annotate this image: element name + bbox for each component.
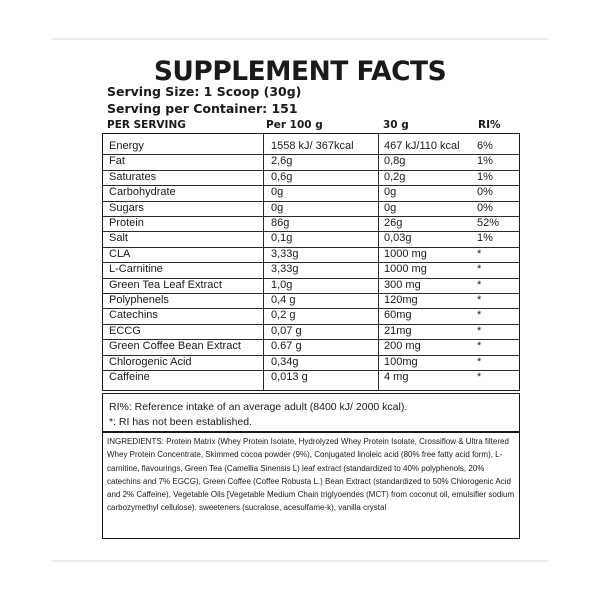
nutrient-name: Sugars <box>109 201 144 214</box>
value-per-30g: 0,03g <box>384 232 412 245</box>
header-ri: RI% <box>478 119 501 131</box>
value-per-30g: 100mg <box>384 355 418 368</box>
table-row <box>103 370 519 385</box>
nutrient-name: CLA <box>109 247 131 260</box>
table-row <box>103 201 519 216</box>
value-per-30g: 120mg <box>384 294 418 306</box>
value-per-100g: 0g <box>271 186 284 199</box>
table-row <box>103 262 519 277</box>
value-per-100g: 0,6g <box>271 170 293 183</box>
value-per-100g: 0,2 g <box>271 309 296 322</box>
ri-reference-note: RI%: Reference intake of an average adult (8400 kJ/ 2000 kcal). <box>109 401 408 413</box>
nutrient-name: Salt <box>109 232 128 245</box>
nutrient-name: L-Carnitine <box>109 263 163 276</box>
value-per-100g: 0,34g <box>271 355 299 368</box>
nutrition-table <box>102 133 520 391</box>
value-per-30g: 26g <box>384 217 403 229</box>
value-ri: * <box>477 309 482 322</box>
value-per-30g: 21mg <box>384 324 412 337</box>
value-ri: * <box>477 340 482 353</box>
nutrient-name: ECCG <box>109 324 141 337</box>
value-per-100g: 1,0g <box>271 278 293 291</box>
value-ri: * <box>477 278 482 291</box>
table-row <box>103 324 519 339</box>
nutrient-name: Catechins <box>109 309 158 322</box>
value-per-30g: 4 mg <box>384 371 409 383</box>
value-per-100g: 0g <box>271 201 284 214</box>
value-per-30g: 1000 mg <box>384 247 427 260</box>
table-row <box>103 185 519 200</box>
value-per-30g: 1000 mg <box>384 263 427 276</box>
value-per-30g: 0g <box>384 186 397 199</box>
top-divider <box>52 38 548 40</box>
value-ri: * <box>477 355 482 368</box>
table-row <box>103 339 519 354</box>
value-per-30g: 60mg <box>384 309 412 322</box>
value-per-100g: 0,4 g <box>271 294 296 306</box>
serving-size: Serving Size: 1 Scoop (30g) <box>107 84 302 99</box>
table-row <box>103 216 519 231</box>
value-per-30g: 467 kJ/110 kcal <box>384 140 460 152</box>
page-title: SUPPLEMENT FACTS <box>153 56 447 87</box>
ingredients-box <box>102 431 520 539</box>
nutrient-name: Caffeine <box>109 371 150 383</box>
nutrient-name: Green Tea Leaf Extract <box>109 278 222 291</box>
value-per-100g: 0,1g <box>271 232 293 245</box>
value-per-100g: 3,33g <box>271 263 299 276</box>
nutrient-name: Saturates <box>109 170 157 183</box>
bottom-divider <box>52 560 548 562</box>
nutrient-name: Fat <box>109 155 125 168</box>
nutrient-name: Energy <box>109 140 144 152</box>
nutrient-name: Chlorogenic Acid <box>109 355 192 368</box>
ingredients-text: INGREDIENTS: Protein Matrix (Whey Protein Isolate, Hydrolyzed Whey Protein Isolate, Crossiflow & Ultra filtered Whey Protein Concentrate, Skimmed cocoa powder (9%), Conjugated linoleic acid (80% free fatty acid form), L-carnitine, flavourings, Green Tea (Camellia Sinensis L) leaf extract (standardized to 40% polyphenols, 20% catechins and 7% EGCG), Green Coffee (Coffee Robusta L.) Bean Extract (standardized to 50% Chlorogenic Acid and 2% Caffeine), Vegetable Oils [Vegetable Medium Chain triglyoendes (MCT) from coconut oil, emulsifier sodium carbozymethyl cellulose). sweeteners (sucralose, acesulfame-k), vanilla crystal <box>107 437 515 513</box>
header-per-30g: 30 g <box>383 119 409 131</box>
value-ri: 1% <box>477 155 493 168</box>
table-row <box>103 293 519 308</box>
value-per-100g: 3,33g <box>271 247 299 260</box>
table-row <box>103 139 519 154</box>
table-row <box>103 154 519 169</box>
table-row <box>103 355 519 370</box>
value-per-100g: 1558 kJ/ 367kcal <box>271 140 354 152</box>
value-per-30g: 200 mg <box>384 340 421 353</box>
notes-box <box>102 393 520 433</box>
value-per-30g: 0,8g <box>384 155 406 168</box>
nutrient-name: Protein <box>109 217 144 229</box>
nutrient-name: Polyphenels <box>109 294 169 306</box>
value-ri: * <box>477 263 482 276</box>
value-per-100g: 0.67 g <box>271 340 302 353</box>
header-per-100g: Per 100 g <box>266 119 323 131</box>
value-ri: * <box>477 247 482 260</box>
value-ri: 1% <box>477 170 493 183</box>
value-ri: 0% <box>477 201 493 214</box>
value-ri: 0% <box>477 186 493 199</box>
nutrient-name: Carbohydrate <box>109 186 176 199</box>
value-per-100g: 0,013 g <box>271 371 308 383</box>
header-per-serving: PER SERVING <box>107 119 186 131</box>
value-per-30g: 0g <box>384 201 397 214</box>
value-ri: 1% <box>477 232 493 245</box>
table-row <box>103 247 519 262</box>
value-ri: 52% <box>477 217 500 229</box>
value-per-100g: 0,07 g <box>271 324 302 337</box>
ri-not-established-note: *: RI has not been established. <box>109 416 253 428</box>
value-per-30g: 0,2g <box>384 170 406 183</box>
value-ri: 6% <box>477 140 493 152</box>
value-per-100g: 2,6g <box>271 155 293 168</box>
value-per-100g: 86g <box>271 217 290 229</box>
table-row <box>103 170 519 185</box>
nutrient-name: Green Coffee Bean Extract <box>109 340 241 353</box>
servings-per-container: Serving per Container: 151 <box>107 101 298 116</box>
table-row <box>103 308 519 323</box>
value-per-30g: 300 mg <box>384 278 421 291</box>
value-ri: * <box>477 371 482 383</box>
table-row <box>103 231 519 246</box>
value-ri: * <box>477 294 482 306</box>
value-ri: * <box>477 324 482 337</box>
table-row <box>103 278 519 293</box>
